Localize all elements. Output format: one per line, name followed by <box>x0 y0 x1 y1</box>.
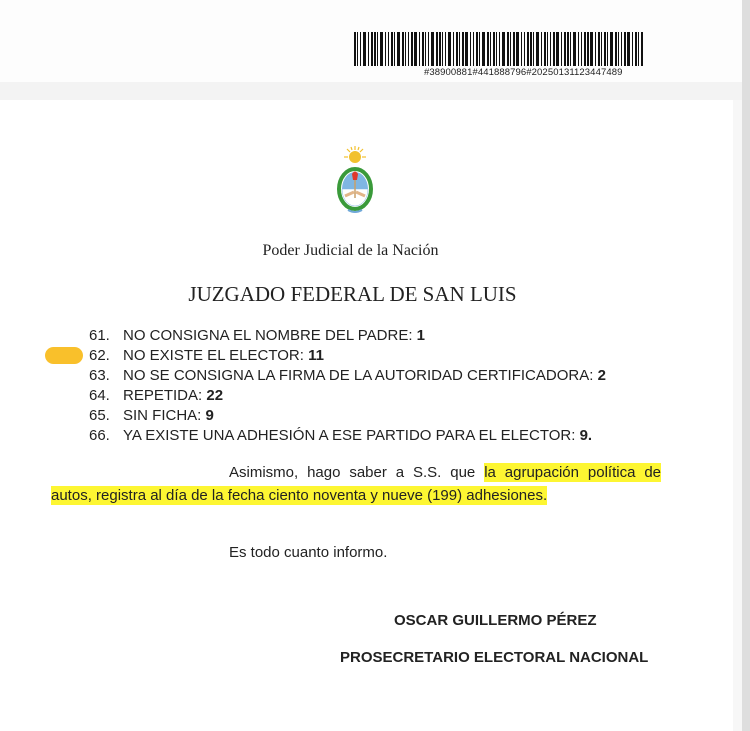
coat-of-arms-icon <box>330 144 380 224</box>
highlight-marker <box>45 347 83 364</box>
list-item: 61. NO CONSIGNA EL NOMBRE DEL PADRE: 1 <box>89 327 426 344</box>
highlighted-text: la agrupación política de autos, registra al día de la fecha ciento noventa y nueve (199) adhesiones. <box>51 464 661 504</box>
list-item: 65. SIN FICHA: 9 <box>89 407 214 424</box>
scrollbar[interactable] <box>742 0 750 731</box>
closing-statement: Es todo cuanto informo. <box>229 544 388 561</box>
signatory-name: OSCAR GUILLERMO PÉREZ <box>394 612 597 629</box>
barcode-text: #38900881#441888796#20250131123447489 <box>424 67 623 78</box>
observations-list <box>89 326 606 446</box>
paragraph-text: Asimismo, hago saber a S.S. que <box>229 464 485 481</box>
list-item: 62. NO EXISTE EL ELECTOR: 11 <box>89 347 324 364</box>
list-item: 64. REPETIDA: 22 <box>89 387 224 404</box>
report-paragraph <box>51 461 661 507</box>
court-heading: JUZGADO FEDERAL DE SAN LUIS <box>188 282 517 306</box>
signatory-title: PROSECRETARIO ELECTORAL NACIONAL <box>340 649 649 666</box>
barcode-icon <box>354 32 726 66</box>
list-item: 66. YA EXISTE UNA ADHESIÓN A ESE PARTIDO PARA EL ELECTOR: 9. <box>89 427 593 444</box>
list-item: 63. NO SE CONSIGNA LA FIRMA DE LA AUTORIDAD CERTIFICADORA: 2 <box>89 367 606 384</box>
institution-heading: Poder Judicial de la Nación <box>262 242 439 259</box>
page-separator <box>0 82 742 100</box>
